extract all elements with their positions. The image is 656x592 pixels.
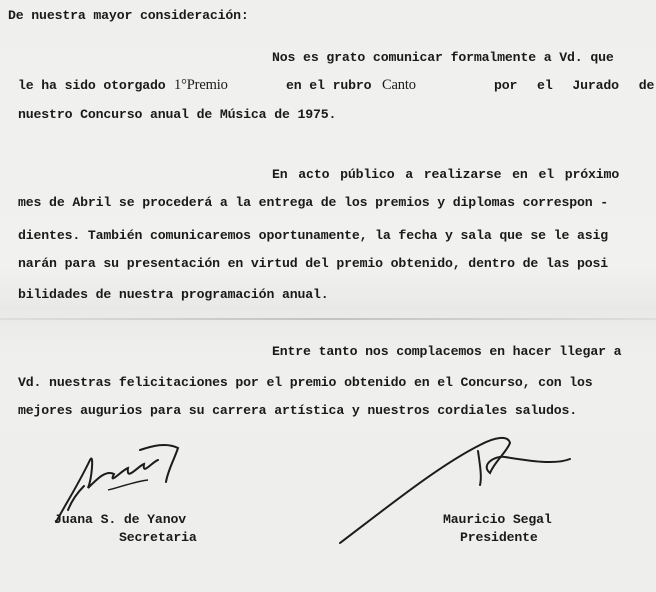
signatory-1-name: Juana S. de Yanov xyxy=(54,512,186,527)
prize-value: 1°Premio xyxy=(174,77,228,93)
signatory-2-name: Mauricio Segal xyxy=(443,512,552,527)
salutation: De nuestra mayor consideración: xyxy=(8,8,249,23)
p2-line-4: narán para su presentación en virtud del premio obtenido, dentro de las posi xyxy=(18,256,609,271)
signatory-1-title: Secretaria xyxy=(119,530,197,545)
p1-line-2-a: le ha sido otorgado xyxy=(18,78,166,93)
p2-line-5: bilidades de nuestra programación anual. xyxy=(18,287,329,302)
p3-line-3: mejores augurios para su carrera artística y nuestros cordiales saludos. xyxy=(18,403,577,418)
p1-line-2 xyxy=(18,77,655,96)
p2-line-1: En acto público a realizarse en el próximo xyxy=(272,167,620,182)
p1-line-2-b: en el rubro xyxy=(286,78,372,93)
p3-line-1: Entre tanto nos complacemos en hacer llegar a xyxy=(272,344,622,359)
p1-line-3: nuestro Concurso anual de Música de 1975. xyxy=(18,107,337,122)
p2-line-2: mes de Abril se procederá a la entrega de los premios y diplomas correspon - xyxy=(18,195,609,210)
p2-line-3: dientes. También comunicaremos oportunamente, la fecha y sala que se le asig xyxy=(18,228,609,243)
paper-fold xyxy=(0,318,656,320)
signatory-2-title: Presidente xyxy=(460,530,538,545)
p1-line-1: Nos es grato comunicar formalmente a Vd. que xyxy=(272,50,614,65)
category-value: Canto xyxy=(382,77,416,93)
p1-line-2-c: por el Jurado de xyxy=(494,78,655,93)
p3-line-2: Vd. nuestras felicitaciones por el premio obtenido en el Concurso, con los xyxy=(18,375,593,390)
